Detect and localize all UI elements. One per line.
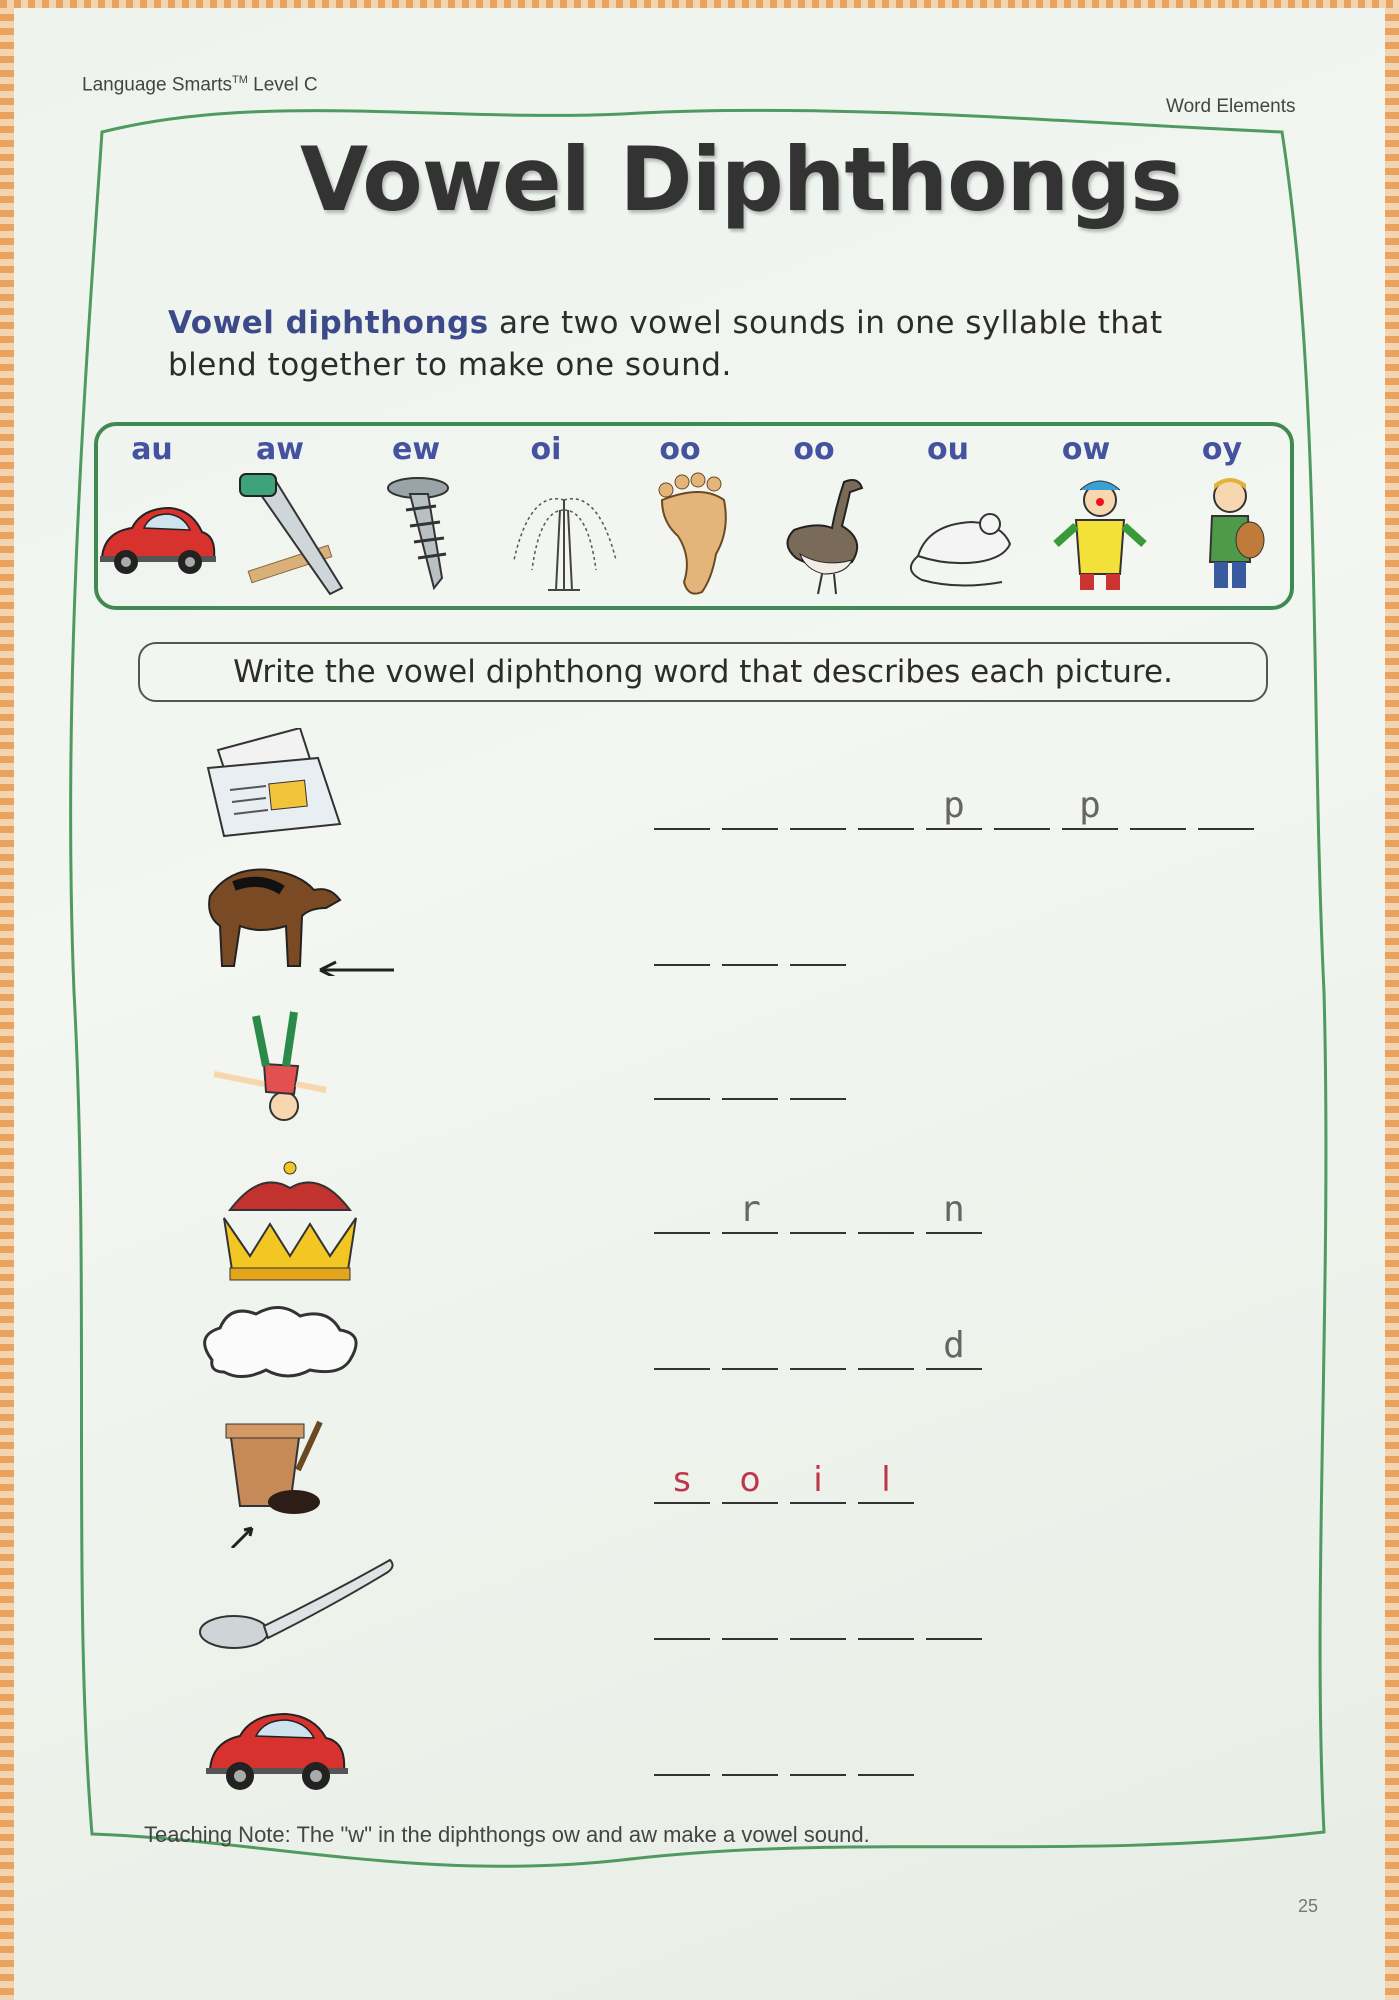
letter-blank[interactable] xyxy=(654,1730,710,1776)
boy-icon xyxy=(1170,470,1300,600)
intro-paragraph xyxy=(168,302,1258,386)
answer-row xyxy=(654,784,1254,830)
diphthong-label: aw xyxy=(256,432,304,467)
answer-row xyxy=(654,1594,982,1640)
answer-row xyxy=(654,1458,914,1504)
letter-blank[interactable] xyxy=(654,1594,710,1640)
letter-blank[interactable]: p xyxy=(1062,784,1118,830)
handwritten-letter[interactable]: l xyxy=(858,1458,914,1504)
letter-blank[interactable] xyxy=(654,1188,710,1234)
letter-blank[interactable] xyxy=(722,1730,778,1776)
letter-blank[interactable] xyxy=(790,1324,846,1370)
letter-blank[interactable]: p xyxy=(926,784,982,830)
answer-row xyxy=(654,1324,982,1370)
letter-blank[interactable] xyxy=(994,784,1050,830)
letter-blank[interactable] xyxy=(722,1594,778,1640)
page-border-left xyxy=(0,0,14,2000)
dog-paw-icon xyxy=(190,846,410,976)
diphthong-label: au xyxy=(131,432,173,467)
handwritten-letter[interactable]: i xyxy=(790,1458,846,1504)
letter-blank[interactable] xyxy=(790,784,846,830)
letter-blank[interactable]: d xyxy=(926,1324,982,1370)
diphthong-label: oi xyxy=(530,432,562,467)
letter-blank[interactable] xyxy=(722,920,778,966)
trademark: TM xyxy=(232,74,248,86)
letter-blank[interactable] xyxy=(790,1054,846,1100)
tumbling-boy-icon xyxy=(190,1010,410,1140)
diphthong-label: ew xyxy=(391,432,441,467)
saw-icon xyxy=(230,470,360,600)
cloud-icon xyxy=(190,1300,410,1430)
letter-blank[interactable] xyxy=(790,920,846,966)
letter-blank[interactable] xyxy=(858,1324,914,1370)
handwritten-letter[interactable]: o xyxy=(722,1458,778,1504)
foot-icon xyxy=(632,470,762,600)
car-icon xyxy=(92,470,222,600)
teaching-note: Teaching Note: The "w" in the diphthongs ow and aw make a vowel sound. xyxy=(144,1822,870,1847)
handwritten-letter[interactable]: s xyxy=(654,1458,710,1504)
car-icon xyxy=(190,1680,410,1810)
instruction-box: Write the vowel diphthong word that describes each picture. xyxy=(138,642,1268,702)
crown-icon xyxy=(190,1160,410,1290)
letter-blank[interactable] xyxy=(858,784,914,830)
letter-blank[interactable] xyxy=(722,1054,778,1100)
letter-blank[interactable] xyxy=(790,1730,846,1776)
letter-blank[interactable] xyxy=(1198,784,1254,830)
mouse-icon xyxy=(898,470,1028,600)
diphthong-label: oo xyxy=(793,432,835,467)
diphthong-label: oy xyxy=(1201,432,1243,467)
clown-icon xyxy=(1036,470,1166,600)
page-title: Vowel Diphthongs xyxy=(300,128,1182,231)
letter-blank[interactable] xyxy=(790,1594,846,1640)
spoon-icon xyxy=(190,1550,410,1680)
fountain-icon xyxy=(500,470,630,600)
book-level: Level C xyxy=(253,74,318,96)
letter-blank[interactable] xyxy=(654,920,710,966)
letter-blank[interactable] xyxy=(858,1730,914,1776)
diphthong-key-box xyxy=(94,422,1294,610)
book-header xyxy=(82,74,318,96)
letter-blank[interactable] xyxy=(722,1324,778,1370)
diphthong-label: oo xyxy=(659,432,701,467)
letter-blank[interactable] xyxy=(790,1188,846,1234)
letter-blank[interactable] xyxy=(654,1324,710,1370)
letter-blank[interactable] xyxy=(654,1054,710,1100)
page-border-top xyxy=(0,0,1399,8)
answer-row xyxy=(654,920,846,966)
letter-blank[interactable] xyxy=(858,1594,914,1640)
book-name: Language Smarts xyxy=(82,74,232,96)
answer-row xyxy=(654,1188,982,1234)
letter-blank[interactable] xyxy=(1130,784,1186,830)
section-name: Word Elements xyxy=(1166,96,1296,117)
letter-blank[interactable]: n xyxy=(926,1188,982,1234)
letter-blank[interactable] xyxy=(858,1188,914,1234)
answer-row xyxy=(654,1730,914,1776)
intro-term: Vowel diphthongs xyxy=(168,305,489,341)
page-border-right xyxy=(1385,0,1399,2000)
answer-row xyxy=(654,1054,846,1100)
page-number: 25 xyxy=(1298,1896,1319,1916)
letter-blank[interactable] xyxy=(654,784,710,830)
soil-pot-icon xyxy=(190,1418,410,1548)
letter-blank[interactable] xyxy=(722,784,778,830)
newspaper-icon xyxy=(190,728,410,858)
diphthong-label: ou xyxy=(927,432,969,467)
screw-icon xyxy=(366,470,496,600)
letter-blank[interactable]: r xyxy=(722,1188,778,1234)
letter-blank[interactable] xyxy=(926,1594,982,1640)
diphthong-label: ow xyxy=(1061,432,1111,467)
intro-text: are two vowel sounds in one syllable that blend together to make one sound. xyxy=(168,305,1163,383)
goose-icon xyxy=(766,470,896,600)
